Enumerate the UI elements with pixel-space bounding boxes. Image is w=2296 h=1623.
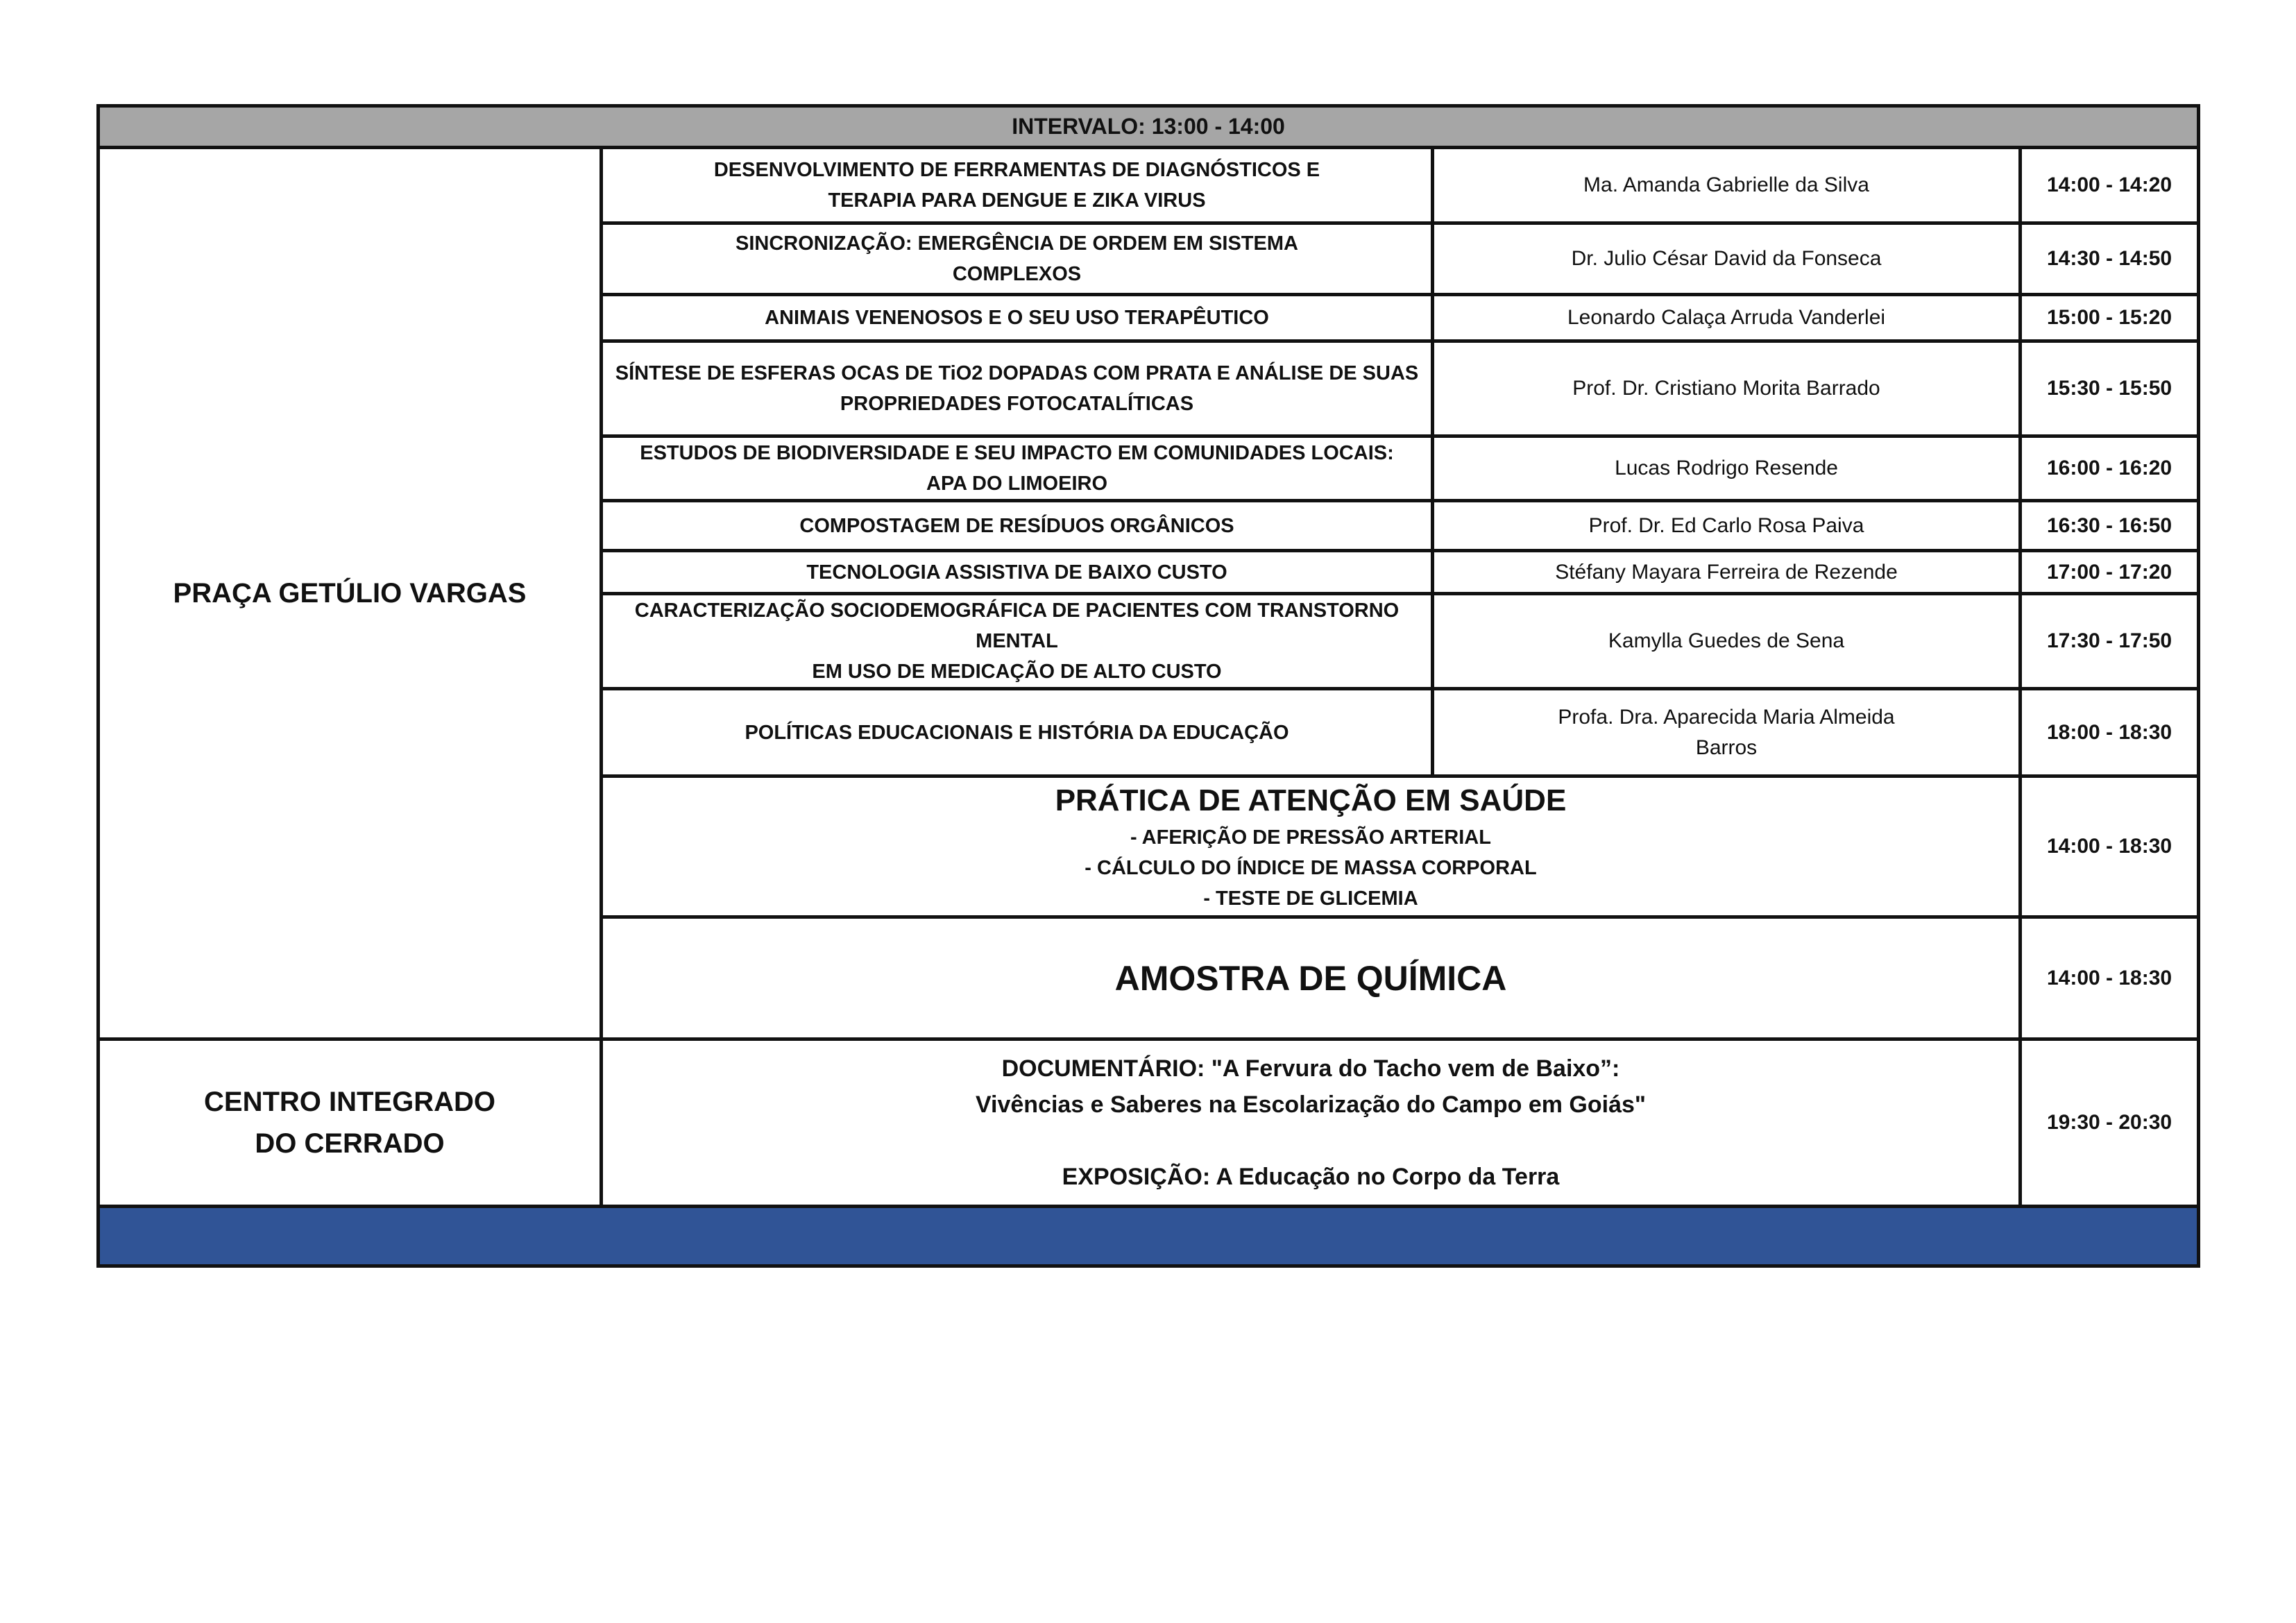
interval-label: INTERVALO: 13:00 - 14:00: [99, 106, 2199, 148]
speaker-line: Prof. Dr. Cristiano Morita Barrado: [1572, 377, 1880, 400]
talk-time: 16:00 - 16:20: [2021, 436, 2199, 501]
talk-speaker: [1433, 594, 2021, 689]
talk-title-line: POLÍTICAS EDUCACIONAIS E HISTÓRIA DA EDUCAÇÃO: [745, 721, 1289, 744]
venue-centro-integrado: [99, 1039, 602, 1207]
talk-title: [602, 501, 1433, 551]
speaker-line: Leonardo Calaça Arruda Vanderlei: [1567, 306, 1886, 329]
talk-title: [602, 223, 1433, 295]
speaker-line: Lucas Rodrigo Resende: [1615, 457, 1838, 479]
venue-praca-getulio-vargas: PRAÇA GETÚLIO VARGAS: [99, 148, 602, 1039]
speaker-line: Profa. Dra. Aparecida Maria Almeida: [1558, 705, 1895, 729]
talk-title: [602, 295, 1433, 341]
talk-time: 15:30 - 15:50: [2021, 341, 2199, 436]
talk-time: 14:30 - 14:50: [2021, 223, 2199, 295]
talk-title-line: PROPRIEDADES FOTOCATALÍTICAS: [840, 393, 1194, 415]
talk-speaker: [1433, 341, 2021, 436]
talk-speaker: [1433, 148, 2021, 223]
documentary-row: [99, 1039, 2199, 1207]
health-item: - TESTE DE GLICEMIA: [1203, 887, 1418, 910]
health-item: - AFERIÇÃO DE PRESSÃO ARTERIAL: [1130, 826, 1491, 849]
talk-title-line: TERAPIA PARA DENGUE E ZIKA VIRUS: [828, 189, 1206, 212]
talk-title: [602, 594, 1433, 689]
talk-title: [602, 551, 1433, 594]
talk-title: [602, 436, 1433, 501]
talk-time: 18:00 - 18:30: [2021, 689, 2199, 776]
talk-time: 17:00 - 17:20: [2021, 551, 2199, 594]
talk-speaker: [1433, 501, 2021, 551]
talk-time: 14:00 - 14:20: [2021, 148, 2199, 223]
talk-time: 16:30 - 16:50: [2021, 501, 2199, 551]
chemistry-time: 14:00 - 18:30: [2021, 917, 2199, 1039]
documentary-activity: [602, 1039, 2021, 1207]
health-item: - CÁLCULO DO ÍNDICE DE MASSA CORPORAL: [1085, 857, 1537, 879]
schedule-table: [96, 104, 2200, 1268]
documentary-line: Vivências e Saberes na Escolarização do Campo em Goiás": [975, 1091, 1647, 1118]
talk-time: 17:30 - 17:50: [2021, 594, 2199, 689]
talk-title-line: DESENVOLVIMENTO DE FERRAMENTAS DE DIAGNÓSTICOS E: [713, 159, 1320, 181]
talk-speaker: [1433, 295, 2021, 341]
documentary-line: DOCUMENTÁRIO: "A Fervura do Tacho vem de Baixo”:: [1001, 1055, 1620, 1082]
talk-title-line: CARACTERIZAÇÃO SOCIODEMOGRÁFICA DE PACIENTES COM TRANSTORNO MENTAL: [634, 600, 1400, 652]
interval-row: [99, 106, 2199, 148]
speaker-line: Ma. Amanda Gabrielle da Silva: [1583, 173, 1869, 196]
talk-title-line: APA DO LIMOEIRO: [926, 473, 1107, 495]
talk-title: [602, 341, 1433, 436]
speaker-line: Dr. Julio César David da Fonseca: [1571, 247, 1882, 270]
talk-title-line: EM USO DE MEDICAÇÃO DE ALTO CUSTO: [812, 661, 1222, 683]
footer-bar: [99, 1207, 2199, 1266]
chemistry-title: AMOSTRA DE QUÍMICA: [602, 917, 2021, 1039]
health-time: 14:00 - 18:30: [2021, 776, 2199, 917]
health-title: PRÁTICA DE ATENÇÃO EM SAÚDE: [1055, 783, 1567, 817]
talk-time: 15:00 - 15:20: [2021, 295, 2199, 341]
documentary-time: 19:30 - 20:30: [2021, 1039, 2199, 1207]
exhibition-line: EXPOSIÇÃO: A Educação no Corpo da Terra: [1062, 1164, 1560, 1190]
talk-title-line: TECNOLOGIA ASSISTIVA DE BAIXO CUSTO: [806, 561, 1227, 584]
talk-title: [602, 689, 1433, 776]
talk-title-line: SINCRONIZAÇÃO: EMERGÊNCIA DE ORDEM EM SISTEMA: [735, 232, 1298, 255]
talk-title: [602, 148, 1433, 223]
speaker-line: Prof. Dr. Ed Carlo Rosa Paiva: [1588, 513, 1864, 537]
talk-title-line: SÍNTESE DE ESFERAS OCAS DE TiO2 DOPADAS COM PRATA E ANÁLISE DE SUAS: [615, 362, 1419, 384]
spacer: [609, 1123, 2013, 1159]
health-activity: [602, 776, 2021, 917]
talk-title-line: ANIMAIS VENENOSOS E O SEU USO TERAPÊUTICO: [765, 307, 1269, 329]
talk-title-line: ESTUDOS DE BIODIVERSIDADE E SEU IMPACTO EM COMUNIDADES LOCAIS:: [640, 442, 1394, 464]
talk-title-line: COMPLEXOS: [952, 263, 1082, 285]
venue-centro-label: CENTRO INTEGRADO DO CERRADO: [204, 1087, 495, 1159]
talk-speaker: [1433, 223, 2021, 295]
talk-speaker: [1433, 436, 2021, 501]
speaker-line: Kamylla Guedes de Sena: [1608, 629, 1845, 652]
speaker-line: Stéfany Mayara Ferreira de Rezende: [1555, 560, 1898, 584]
footer-band: [99, 1207, 2199, 1266]
talk-speaker: [1433, 689, 2021, 776]
talk-row: [99, 148, 2199, 223]
speaker-line: Barros: [1695, 736, 1758, 759]
talk-speaker: [1433, 551, 2021, 594]
talk-title-line: COMPOSTAGEM DE RESÍDUOS ORGÂNICOS: [799, 514, 1234, 537]
